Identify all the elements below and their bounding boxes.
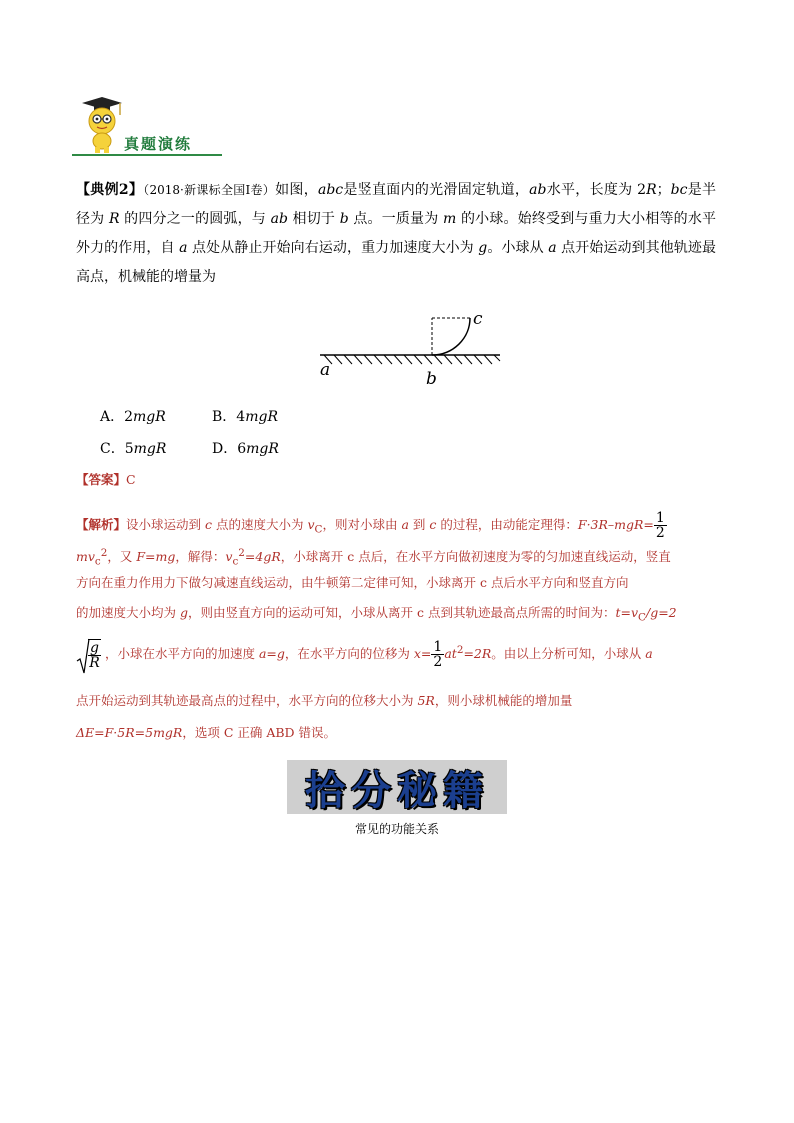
text: 2 [456,644,464,656]
text: 5R [417,693,435,708]
text: /g=2 [645,605,677,620]
banner-title: 拾分秘籍 [305,767,489,814]
text: t=v [615,605,639,620]
text: 的加速度大小均为 [76,605,180,620]
frac-num: 1 [433,639,443,656]
answer-line [76,470,136,488]
text: a [548,240,557,256]
text: =4gR [244,549,281,565]
frac-den: 2 [655,525,665,541]
text: 迹最高点，机械能的增量为 [76,240,716,285]
text: mv [76,549,95,565]
option-value: mgR [133,409,166,425]
fraction-half-2 [431,640,444,669]
text: 点开始运动到其轨迹最高点的过程中，水平方向的位移大小为 [76,693,418,708]
text: C [638,611,646,624]
analysis-line-3: 方向在重力作用力下做匀减速直线运动，由牛顿第二定律可知，小球离开 c 点后水平方向和竖直方向 [76,575,629,590]
option-c[interactable] [100,438,166,458]
text: 水平，长度为 2 [546,182,647,198]
text: v [225,549,233,565]
text: ，解得： [175,549,226,565]
text: ，则对小球由 [322,517,402,532]
answer-label: 【答案】 [76,472,127,487]
radical-sign-icon [76,637,90,677]
text: bc [670,182,688,198]
analysis-line-5 [76,636,653,670]
frac-num: 1 [655,510,665,526]
analysis-line-7 [76,718,336,747]
text: ，小球离开 c 点后，在水平方向做初速度为零的匀加速直线运动，竖直 [280,549,671,565]
text: c [232,555,239,568]
text: a [401,517,409,532]
text: 点的速度大小为 [212,517,308,532]
option-b[interactable] [212,406,278,426]
option-key: B．4 [212,409,246,425]
option-a[interactable] [100,406,166,426]
option-value: mgR [246,441,279,457]
text: 的小球。始终受到与重力大小相等的水 [456,211,703,227]
frac-den: 2 [433,654,443,671]
text: ； [656,182,671,198]
analysis-label: 【解析】 [76,517,127,532]
text: ab [529,182,547,198]
label-a: a [320,360,331,380]
text: at [444,646,457,662]
text: R [646,182,657,198]
label-c: c [473,309,483,329]
text: c [429,517,437,532]
question-text [76,176,716,292]
option-key: D．6 [212,441,247,457]
text: 点。一质量为 [348,211,444,227]
track-diagram [318,308,504,390]
ground-hatching [324,355,500,364]
text: g [179,605,188,620]
option-key: C．5 [100,441,134,457]
text: F=mg [136,549,176,565]
text: a [645,646,653,662]
option-value: mgR [133,441,167,457]
text: a=g [258,646,285,662]
text: g [478,240,488,256]
text: 设小球运动到 [126,517,205,532]
text: b [339,211,349,227]
text: a [179,240,188,256]
option-d[interactable] [212,438,279,458]
frac-den: R [89,655,100,672]
text: ，则由竖直方向的运动可知，小球从离开 c 点到其轨迹最高点所需的时间为： [188,605,616,620]
text: x= [413,646,432,662]
text: 2 [100,547,108,559]
fraction-half [654,511,667,540]
text: C [314,523,323,536]
text: F·3R–mgR= [577,517,654,532]
section-rule [72,154,222,156]
text: 是竖直面内的光滑固定轨道， [343,182,530,198]
text: c [94,555,101,568]
text: 点处从静止开始向右运动，重力加速度大小为 [187,240,479,256]
text: ，选项 C 正确 ABD 错误。 [182,725,337,740]
text: 如图， [275,182,318,198]
analysis-line-4 [76,598,677,633]
text: 的过程，由动能定理得： [436,517,578,532]
option-value: mgR [245,409,278,425]
text: =2R [463,646,492,662]
text: c [205,517,213,532]
text: abc [317,182,344,198]
frac-num: g [90,640,99,657]
text: ，小球在水平方向的加速度 [104,646,259,662]
text: 2 [238,547,245,559]
text: ，则小球机械能的增加量 [434,693,573,708]
question-label: 【典例2】 [76,182,144,198]
text: v [307,517,315,532]
text: 点开始运动到其他轨 [556,240,688,256]
text: 的四分之一的圆弧，与 [119,211,271,227]
question-source: （2018·新课标全国Ⅰ卷） [143,183,276,197]
text: ab [270,211,288,227]
sqrt-g-over-r [76,639,101,670]
analysis-line-6 [76,686,572,715]
text: m [443,211,457,227]
text: 相切于 [287,211,340,227]
text: 平外力的作用，自 [76,211,717,256]
text: ΔE=F·5R=5mgR [76,725,183,740]
label-b: b [426,369,437,389]
answer-value: C [126,472,136,487]
text: 。小球从 [487,240,549,256]
tips-banner [287,760,507,814]
text: 半径为 [76,182,717,227]
text: 到 [408,517,430,532]
text: R [109,211,120,227]
banner-caption: 常见的功能关系 [354,822,439,836]
quarter-arc [432,318,470,355]
section-title: 真题演练 [124,135,193,153]
text: ，在水平方向的位移为 [284,646,414,662]
text: ，又 [107,549,137,565]
option-key: A．2 [100,409,134,425]
text: 。由以上分析可知，小球从 [491,646,646,662]
text: 是 [687,182,703,198]
